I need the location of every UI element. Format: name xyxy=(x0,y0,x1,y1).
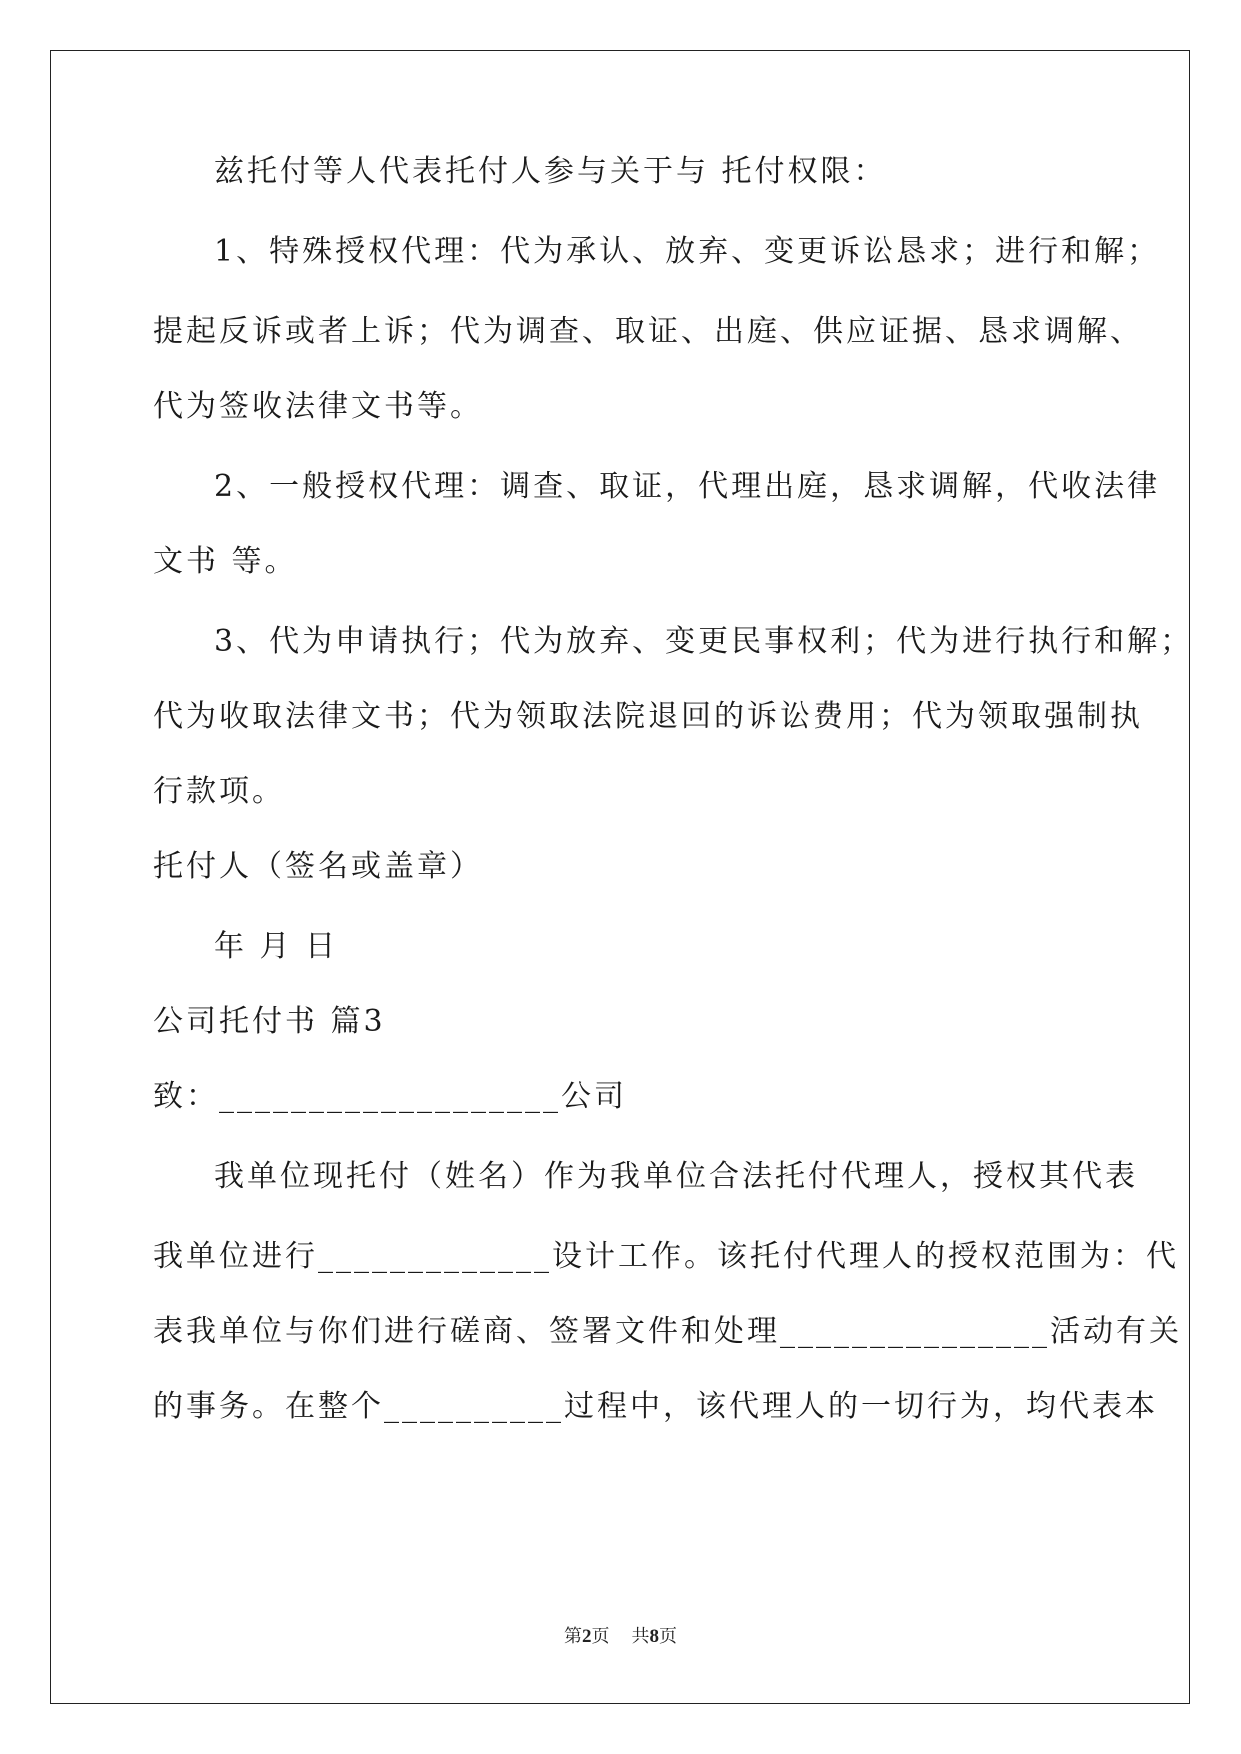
page-footer xyxy=(0,1625,1241,1649)
text-line: 1、特殊授权代理：代为承认、放弃、变更诉讼恳求；进行和解； xyxy=(214,234,1161,269)
text-line: 致：___________________公司 xyxy=(153,1079,627,1114)
text-line: 文书 等。 xyxy=(153,544,298,579)
text-line: 托付人（签名或盖章） xyxy=(153,849,483,884)
text-line: 3、代为申请执行；代为放弃、变更民事权利；代为进行执行和解； xyxy=(214,624,1194,659)
text-line: 代为收取法律文书；代为领取法院退回的诉讼费用；代为领取强制执 xyxy=(153,699,1143,734)
text-line: 2、一般授权代理：调查、取证，代理出庭，恳求调解，代收法律 xyxy=(214,469,1161,504)
text-line: 行款项。 xyxy=(153,774,285,809)
text-line: 提起反诉或者上诉；代为调查、取证、出庭、供应证据、恳求调解、 xyxy=(153,314,1143,349)
footer-total-prefix: 共 xyxy=(631,1626,650,1647)
text-line: 我单位现托付（姓名）作为我单位合法托付代理人，授权其代表 xyxy=(214,1159,1138,1194)
text-line: 代为签收法律文书等。 xyxy=(153,389,483,424)
page-number: 2 xyxy=(582,1626,592,1647)
footer-prefix: 第 xyxy=(564,1626,582,1647)
total-pages: 8 xyxy=(649,1626,659,1647)
footer-page-suffix: 页 xyxy=(591,1626,610,1647)
text-line: 兹托付等人代表托付人参与关于与 托付权限： xyxy=(214,154,887,189)
text-line: 表我单位与你们进行磋商、签署文件和处理_______________活动有关 xyxy=(153,1314,1182,1349)
footer-total-suffix: 页 xyxy=(659,1626,677,1647)
text-line: 的事务。在整个__________过程中，该代理人的一切行为，均代表本 xyxy=(153,1389,1158,1424)
date-line: 年 月 日 xyxy=(214,929,339,964)
section-heading: 公司托付书 篇3 xyxy=(153,1004,386,1039)
text-line: 我单位进行_____________设计工作。该托付代理人的授权范围为：代 xyxy=(153,1239,1179,1274)
